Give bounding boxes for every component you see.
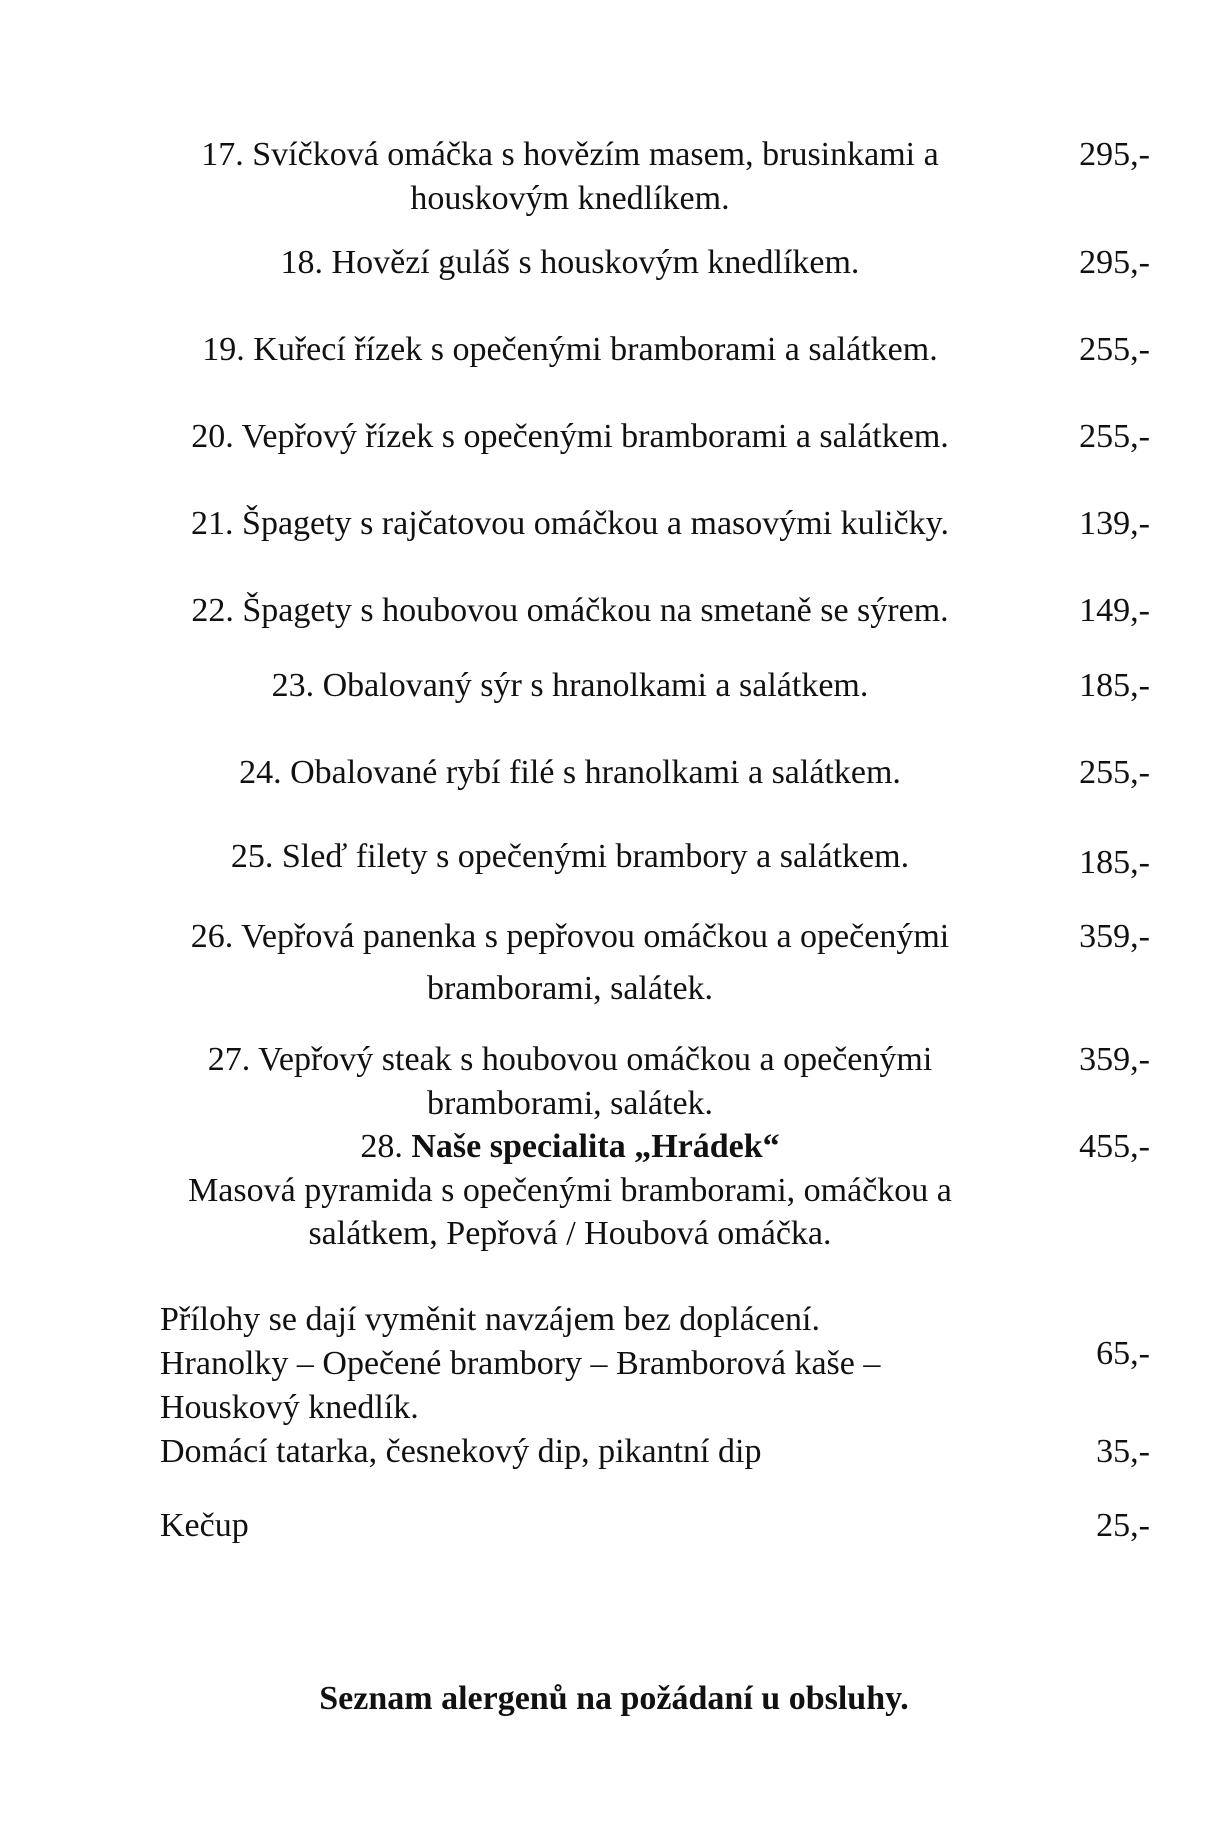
sides-list: Hranolky – Opečené brambory – Bramborová kaše – bbox=[160, 1345, 881, 1382]
menu-item-price: 185,- bbox=[1079, 844, 1150, 881]
menu-item-name: 22. Špagety s houbovou omáčkou na smetaně se sýrem. bbox=[191, 592, 949, 629]
menu-item-name: 20. Vepřový řízek s opečenými bramborami a salátkem. bbox=[191, 418, 949, 455]
menu-item-name: 24. Obalované rybí filé s hranolkami a salátkem. bbox=[239, 754, 901, 791]
menu-item-price: 295,- bbox=[1079, 136, 1150, 173]
menu-item-name: 19. Kuřecí řízek s opečenými bramborami a salátkem. bbox=[202, 331, 938, 368]
menu-item-name: 17. Svíčková omáčka s hovězím masem, brusinkami a houskovým knedlíkem. bbox=[201, 136, 939, 217]
menu-item-price: 255,- bbox=[1079, 331, 1150, 368]
ketchup: Kečup bbox=[160, 1507, 249, 1544]
menu-item-price: 295,- bbox=[1079, 244, 1150, 281]
menu-item-name: 18. Hovězí guláš s houskovým knedlíkem. bbox=[280, 244, 860, 281]
menu-item-name: 25. Sleď filety s opečenými brambory a salátkem. bbox=[230, 838, 910, 875]
special-description: Masová pyramida s opečenými bramborami, omáčkou a bbox=[188, 1171, 952, 1209]
menu-item-price: 359,- bbox=[1079, 1041, 1150, 1078]
sides-price: 65,- bbox=[1096, 1335, 1150, 1372]
menu-item-price: 139,- bbox=[1079, 505, 1150, 542]
menu-item-price: 255,- bbox=[1079, 754, 1150, 791]
special-number: 28. bbox=[360, 1128, 403, 1165]
dips: Domácí tatarka, česnekový dip, pikantní dip bbox=[160, 1433, 762, 1470]
special-title: Naše specialita „Hrádek“ bbox=[411, 1128, 780, 1165]
dips-price: 35,- bbox=[1096, 1433, 1150, 1470]
menu-item-name: 27. Vepřový steak s houbovou omáčkou a opečenými bramborami, salátek. bbox=[207, 1041, 933, 1122]
sides-note: Přílohy se dají vyměnit navzájem bez doplácení. bbox=[160, 1301, 820, 1338]
sides-list: Houskový knedlík. bbox=[160, 1389, 419, 1426]
allergen-note: Seznam alergenů na požádaní u obsluhy. bbox=[319, 1680, 909, 1717]
menu-item-price: 149,- bbox=[1079, 592, 1150, 629]
menu-item-price: 185,- bbox=[1079, 667, 1150, 704]
menu-item-name: 26. Vepřová panenka s pepřovou omáčkou a opečenými bramborami, salátek. bbox=[190, 918, 950, 1007]
special-description: salátkem, Pepřová / Houbová omáčka. bbox=[308, 1215, 832, 1253]
menu-item-name: 23. Obalovaný sýr s hranolkami a salátkem. bbox=[271, 667, 869, 704]
menu-item-name: 21. Špagety s rajčatovou omáčkou a masovými kuličky. bbox=[191, 505, 949, 542]
ketchup-price: 25,- bbox=[1096, 1507, 1150, 1544]
menu-item-price: 255,- bbox=[1079, 418, 1150, 455]
menu-item-price: 359,- bbox=[1079, 918, 1150, 955]
menu-item-name bbox=[150, 1125, 990, 1256]
menu-item-price: 455,- bbox=[1079, 1128, 1150, 1165]
